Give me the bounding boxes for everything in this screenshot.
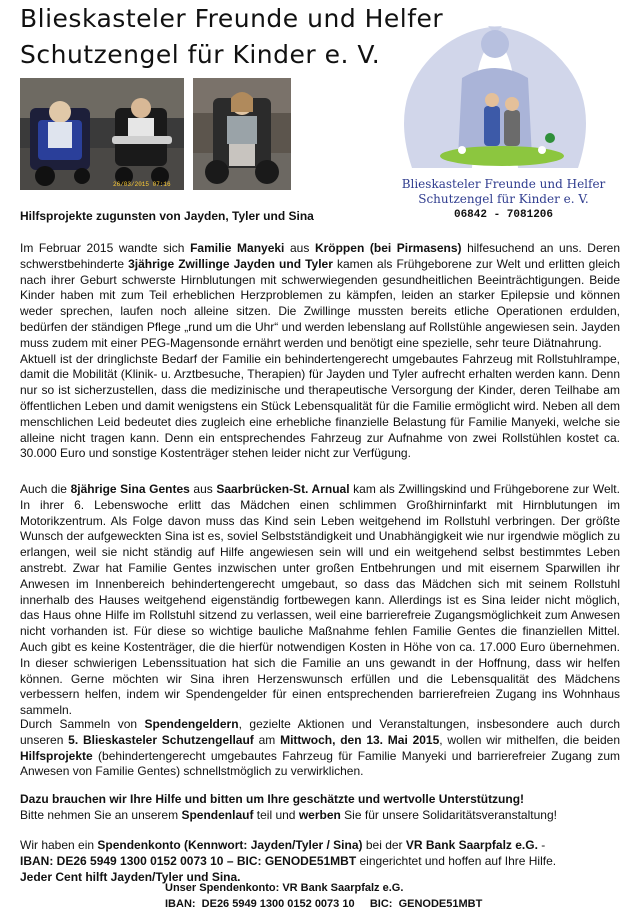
footer-iban-line: IBAN: DE26 5949 1300 0152 0073 10 BIC: GENODE51MBT xyxy=(165,898,483,910)
photo-timestamp: 26/03/2015 07:16 xyxy=(113,181,171,188)
document-heading: Hilfsprojekte zugunsten von Jayden, Tyler und Sina xyxy=(20,209,314,223)
paragraph-appeal: Dazu brauchen wir Ihre Hilfe und bitten um Ihre geschätzte und wertvolle Unterstützung! Bitte nehmen Sie an unserem Spendenlauf teil und werben Sie für unsere Solidaritätsveranstaltung! xyxy=(20,792,557,822)
logo-name-line-1: Blieskasteler Freunde und Helfer xyxy=(401,177,606,191)
phone-number: 06842 - 7081206 xyxy=(453,209,554,221)
paragraph-bank-account: Wir haben ein Spendenkonto (Kennwort: Jayden/Tyler / Sina) bei der VR Bank Saarpfalz e.G. - IBAN: DE26 5949 1300 0152 0073 10 – BIC: GENODE51MBT eingerichtet und hoffen auf Ihre Hilfe. Jeder Cent hilft Jayden/Tyler und Sina. xyxy=(20,838,557,884)
org-title-line-2: Schutzengel für Kinder e. V. xyxy=(20,40,381,69)
twins-wheelchair-photo xyxy=(20,78,184,190)
logo-name-line-2: Schutzengel für Kinder e. V. xyxy=(418,192,589,206)
org-title-line-1: Blieskasteler Freunde und Helfer xyxy=(20,4,444,33)
paragraph-spendenlauf: Durch Sammeln von Spendengeldern, gezielte Aktionen und Veranstaltungen, insbesondere auch durch unseren 5. Blieskasteler Schutzengellauf am Mittwoch, den 13. Mai 2015, wollen wir mithelfen, die beiden Hilfsprojekte (behindertengerecht umgebautes Fahrzeug für Familie Manyeki und barrierefreier Zugang zum Anwesen von Familie Gentes) schnellstmöglich zu verwirklichen. xyxy=(20,717,620,779)
paragraph-manyeki: Im Februar 2015 wandte sich Familie Manyeki aus Kröppen (bei Pirmasens) hilfesuchend an uns. Deren schwerstbehinderte 3jährige Zwillinge Jayden und Tyler kamen als Frühgeborene zur Welt und erlitten gleich nach ihrer Geburt schwerste Hirnblutungen mit schwerwiegenden gesundheitlichen Beeinträchtigungen. Beide Kinder haben mit zum Teil erheblichen Herzproblemen zu kämpfen, leiden an starker Epilepsie und können weder sprechen, laufen noch alleine sitzen. Die Zwillinge mussten bereits etliche Operationen erdulden, bedürfen der ständigen Pflege „rund um die Uhr“ und werden lebenslang auf Rollstühle angewiesen sein. Jayden muss zudem mit einer PEG-Magensonde ernährt werden und benötigt eine spezielle, sehr teure Diätnahrung. Aktuell ist der dringlichste Bedarf der Familie ein behindertengerecht umgebautes Fahrzeug mit Rollstuhlrampe, damit die Mobilität (Klinik- u. Arztbesuche, Therapien) für Jayden und Tyler aufrecht erhalten werden kann. Denn nur so ist sicherzustellen, dass die medizinische und therapeutische Versorgung der Kinder, deren Teilhabe am öffentlichen Leben und damit wenigstens ein Stück Lebensqualität für die Familie ermöglicht wird. Neben all dem menschlichen Leid bedeutet dies zugleich eine erhebliche finanzielle Belastung für Familie Manyeki, welche sie alleine nicht tragen kann. Denn ein entsprechendes Fahrzeug zur Aufnahme von zwei Rollstühlen kostet ca. 30.000 Euro und sonstige Kostenträger stehen leider nicht zur Verfügung. xyxy=(20,241,621,461)
paragraph-gentes: Auch die 8jährige Sina Gentes aus Saarbrücken-St. Arnual kam als Zwillingskind und Frühgeborene zur Welt. In ihrer 6. Lebenswoche erlitt das Mädchen einen schlimmen Großhirninfarkt mit Hirnblutungen im Motorikzentrum. Als Folge davon muss das Kind sein Leben weitgehend im Rollstuhl verbringen. Der größte Wunsch der aufgeweckten Sina ist es, soviel Selbstständigkeit und Unabhängigkeit wie nur irgendwie möglich zu erlangen, weil sie nicht ständig auf Hilfe angewiesen sein will und ein weitgehend selbst bestimmtes Leben anstrebt. Zwar hat Familie Gentes inzwischen unter großen Entbehrungen und mit eisernem Sparwillen ihr Anwesen im Innenbereich behindertengerecht umgebaut, so dass das Mädchen sich mit seinem Rollstuhl innerhalb des Hauses weitgehend eigenständig fortbewegen kann. Allerdings ist es Sina leider nicht möglich, das Haus ohne Hilfe im Rollstuhl sitzend zu verlassen, weil eine barrierefreie Zugangsmöglichkeit zum Anwesen nicht vorhanden ist. Für diese so wichtige bauliche Maßnahme fehlen Familie Gentes die finanziellen Mittel. Auch gibt es keine Kostenträger, die die hierfür notwendigen Kosten in Höhe von ca. 17.000 Euro übernehmen. In dieser schwierigen Lebenssituation hat sich die Familie an uns gewandt in der Hoffnung, dass wir helfen können. Gerne möchten wir Sina ihren Herzenswunsch erfüllen und die Lebensqualität des Mädchens verbessern helfen, indem wir Spendengelder für einen entsprechenden barrierefreien Zugang ins Wohnhaus sammeln. xyxy=(20,482,620,718)
girl-wheelchair-photo xyxy=(193,78,291,190)
footer-account-line: Unser Spendenkonto: VR Bank Saarpfalz e.G. xyxy=(165,882,404,894)
schutzengel-angel-logo xyxy=(382,18,608,178)
